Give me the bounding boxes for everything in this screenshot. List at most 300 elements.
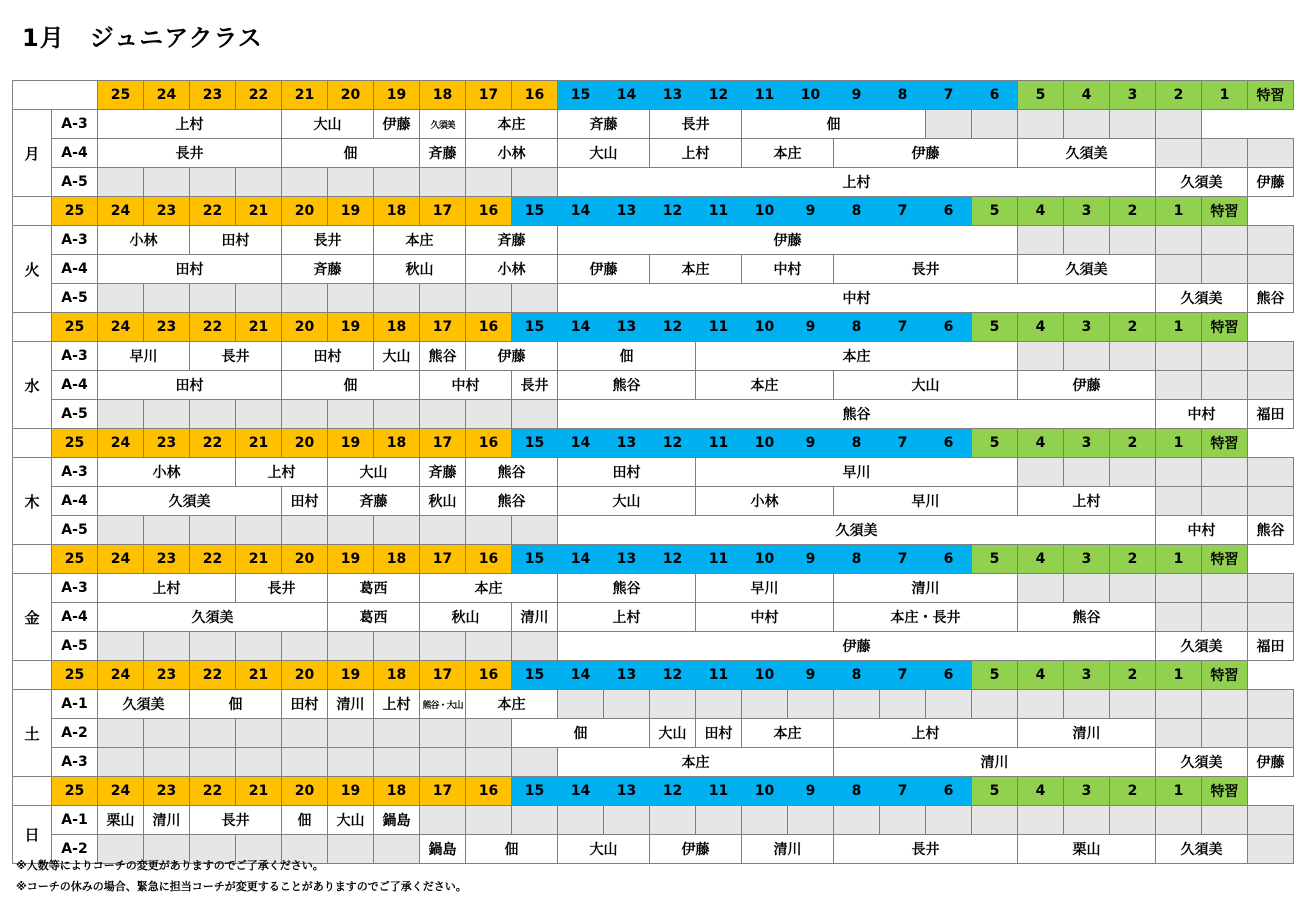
slot-number: 4 xyxy=(1018,545,1064,574)
coach-cell: 久須美 xyxy=(98,487,282,516)
slot-number: 9 xyxy=(788,777,834,806)
special-header: 特習 xyxy=(1202,429,1248,458)
coach-cell: 田村 xyxy=(282,690,328,719)
coach-cell: 伊藤 xyxy=(1248,168,1294,197)
note-1: ※人数等によりコーチの変更がありますのでご了承ください。 xyxy=(16,859,324,872)
coach-cell: 秋山 xyxy=(374,255,466,284)
slot-number: 9 xyxy=(788,661,834,690)
slot-number: 25 xyxy=(52,545,98,574)
slot-number: 25 xyxy=(52,313,98,342)
empty-slot xyxy=(98,719,144,748)
empty-slot xyxy=(1110,690,1156,719)
class-row xyxy=(13,342,1294,371)
day-label: 日 xyxy=(13,806,52,864)
empty-slot xyxy=(236,168,282,197)
coach-cell: 本庄 xyxy=(420,574,558,603)
empty-slot xyxy=(1248,139,1294,168)
slot-number: 20 xyxy=(282,777,328,806)
header-spacer xyxy=(13,313,52,342)
coach-cell: 清川 xyxy=(328,690,374,719)
empty-slot xyxy=(1018,574,1064,603)
header-spacer xyxy=(13,661,52,690)
slot-number: 14 xyxy=(558,545,604,574)
class-row xyxy=(13,458,1294,487)
coach-cell: 久須美 xyxy=(1156,168,1248,197)
coach-cell: 熊谷 xyxy=(420,342,466,371)
slot-number: 25 xyxy=(52,777,98,806)
empty-slot xyxy=(1156,487,1202,516)
slot-number: 23 xyxy=(144,545,190,574)
coach-cell: 久須美 xyxy=(1018,255,1156,284)
empty-slot xyxy=(1110,110,1156,139)
coach-cell: 伊藤 xyxy=(834,139,1018,168)
empty-slot xyxy=(190,516,236,545)
empty-slot xyxy=(374,748,420,777)
slot-number: 2 xyxy=(1110,429,1156,458)
coach-cell: 熊谷・大山 xyxy=(420,690,466,719)
slot-number: 15 xyxy=(512,545,558,574)
empty-slot xyxy=(144,284,190,313)
empty-slot xyxy=(282,748,328,777)
slot-number: 17 xyxy=(420,313,466,342)
slot-number: 12 xyxy=(650,197,696,226)
coach-cell: 佃 xyxy=(282,371,420,400)
coach-cell: 上村 xyxy=(236,458,328,487)
slot-number: 22 xyxy=(190,777,236,806)
slot-number: 20 xyxy=(328,81,374,110)
coach-cell: 中村 xyxy=(1156,516,1248,545)
slot-number: 22 xyxy=(190,197,236,226)
empty-slot xyxy=(926,806,972,835)
slot-number: 21 xyxy=(236,197,282,226)
empty-slot xyxy=(236,719,282,748)
coach-cell: 清川 xyxy=(742,835,834,864)
coach-cell: 田村 xyxy=(558,458,696,487)
slot-number: 17 xyxy=(420,197,466,226)
empty-slot xyxy=(1110,226,1156,255)
empty-slot xyxy=(328,400,374,429)
empty-slot xyxy=(236,516,282,545)
coach-cell: 大山 xyxy=(558,487,696,516)
coach-cell: 斉藤 xyxy=(558,110,650,139)
empty-slot xyxy=(190,632,236,661)
empty-slot xyxy=(1018,110,1064,139)
empty-slot xyxy=(1248,371,1294,400)
coach-cell: 大山 xyxy=(558,835,650,864)
empty-slot xyxy=(788,806,834,835)
coach-cell: 中村 xyxy=(420,371,512,400)
coach-cell: 田村 xyxy=(98,371,282,400)
slot-number: 3 xyxy=(1110,81,1156,110)
empty-slot xyxy=(742,690,788,719)
slot-number: 11 xyxy=(742,81,788,110)
slot-number: 14 xyxy=(558,313,604,342)
slot-number: 6 xyxy=(926,545,972,574)
empty-slot xyxy=(374,632,420,661)
empty-slot xyxy=(190,284,236,313)
slot-number: 19 xyxy=(328,545,374,574)
header-spacer xyxy=(13,777,52,806)
coach-cell: 大山 xyxy=(650,719,696,748)
empty-slot xyxy=(1156,342,1202,371)
coach-cell: 斉藤 xyxy=(282,255,374,284)
header-corner xyxy=(13,81,98,110)
slot-number: 12 xyxy=(650,429,696,458)
coach-cell: 佃 xyxy=(512,719,650,748)
empty-slot xyxy=(1156,255,1202,284)
coach-cell: 長井 xyxy=(512,371,558,400)
slot-number: 13 xyxy=(650,81,696,110)
slot-number: 18 xyxy=(374,545,420,574)
coach-cell: 久須美 xyxy=(558,516,1156,545)
slot-number: 13 xyxy=(604,661,650,690)
slot-number: 14 xyxy=(558,429,604,458)
coach-cell: 清川 xyxy=(512,603,558,632)
coach-cell: 熊谷 xyxy=(466,458,558,487)
slot-number: 11 xyxy=(696,777,742,806)
slot-number: 8 xyxy=(880,81,926,110)
coach-cell: 小林 xyxy=(466,255,558,284)
header-row xyxy=(13,545,1294,574)
class-row xyxy=(13,719,1294,748)
empty-slot xyxy=(1018,690,1064,719)
slot-number: 6 xyxy=(926,429,972,458)
slot-number: 17 xyxy=(420,777,466,806)
slot-number: 2 xyxy=(1156,81,1202,110)
slot-number: 10 xyxy=(742,429,788,458)
slot-number: 9 xyxy=(788,545,834,574)
empty-slot xyxy=(1248,487,1294,516)
empty-slot xyxy=(420,806,466,835)
slot-number: 16 xyxy=(466,313,512,342)
slot-number: 25 xyxy=(98,81,144,110)
slot-number: 24 xyxy=(144,81,190,110)
class-row xyxy=(13,516,1294,545)
class-row xyxy=(13,748,1294,777)
empty-slot xyxy=(374,835,420,864)
coach-cell: 清川 xyxy=(834,748,1156,777)
slot-number: 9 xyxy=(788,197,834,226)
slot-number: 2 xyxy=(1110,197,1156,226)
slot-number: 4 xyxy=(1018,661,1064,690)
empty-slot xyxy=(466,719,512,748)
coach-cell: 大山 xyxy=(328,458,420,487)
slot-number: 24 xyxy=(98,313,144,342)
coach-cell: 久須美 xyxy=(98,603,328,632)
empty-slot xyxy=(1156,574,1202,603)
empty-slot xyxy=(374,284,420,313)
slot-number: 2 xyxy=(1110,313,1156,342)
coach-cell: 田村 xyxy=(190,226,282,255)
empty-slot xyxy=(1248,574,1294,603)
slot-number: 15 xyxy=(512,777,558,806)
empty-slot xyxy=(1064,574,1110,603)
empty-slot xyxy=(236,632,282,661)
slot-number: 12 xyxy=(696,81,742,110)
empty-slot xyxy=(604,806,650,835)
slot-number: 16 xyxy=(512,81,558,110)
slot-number: 19 xyxy=(328,661,374,690)
slot-number: 14 xyxy=(558,197,604,226)
slot-number: 3 xyxy=(1064,313,1110,342)
slot-number: 12 xyxy=(650,777,696,806)
empty-slot xyxy=(420,516,466,545)
class-label: A-3 xyxy=(52,342,98,371)
slot-number: 19 xyxy=(328,777,374,806)
empty-slot xyxy=(1202,226,1248,255)
empty-slot xyxy=(190,168,236,197)
slot-number: 13 xyxy=(604,777,650,806)
empty-slot xyxy=(926,690,972,719)
class-label: A-5 xyxy=(52,400,98,429)
empty-slot xyxy=(512,168,558,197)
header-row xyxy=(13,661,1294,690)
day-label: 金 xyxy=(13,574,52,661)
slot-number: 22 xyxy=(190,429,236,458)
empty-slot xyxy=(650,690,696,719)
empty-slot xyxy=(1110,806,1156,835)
slot-number: 11 xyxy=(696,429,742,458)
empty-slot xyxy=(420,632,466,661)
class-row xyxy=(13,255,1294,284)
empty-slot xyxy=(282,168,328,197)
empty-slot xyxy=(328,284,374,313)
slot-number: 10 xyxy=(742,661,788,690)
slot-number: 24 xyxy=(98,777,144,806)
class-label: A-3 xyxy=(52,458,98,487)
slot-number: 10 xyxy=(788,81,834,110)
slot-number: 16 xyxy=(466,661,512,690)
empty-slot xyxy=(834,690,880,719)
slot-number: 16 xyxy=(466,545,512,574)
slot-number: 18 xyxy=(374,661,420,690)
class-row xyxy=(13,110,1294,139)
coach-cell: 伊藤 xyxy=(1248,748,1294,777)
empty-slot xyxy=(1064,458,1110,487)
coach-cell: 伊藤 xyxy=(466,342,558,371)
coach-cell: 田村 xyxy=(696,719,742,748)
slot-number: 15 xyxy=(512,313,558,342)
coach-cell: 長井 xyxy=(834,835,1018,864)
slot-number: 17 xyxy=(420,661,466,690)
coach-cell: 長井 xyxy=(190,342,282,371)
slot-number: 10 xyxy=(742,545,788,574)
slot-number: 5 xyxy=(972,777,1018,806)
class-row xyxy=(13,168,1294,197)
empty-slot xyxy=(696,806,742,835)
slot-number: 11 xyxy=(696,313,742,342)
slot-number: 6 xyxy=(926,197,972,226)
slot-number: 3 xyxy=(1064,545,1110,574)
empty-slot xyxy=(144,719,190,748)
coach-cell: 鍋島 xyxy=(420,835,466,864)
slot-number: 5 xyxy=(972,313,1018,342)
coach-cell: 大山 xyxy=(282,110,374,139)
empty-slot xyxy=(558,690,604,719)
empty-slot xyxy=(282,719,328,748)
coach-cell: 小林 xyxy=(466,139,558,168)
class-label: A-3 xyxy=(52,110,98,139)
coach-cell: 伊藤 xyxy=(558,632,1156,661)
slot-number: 13 xyxy=(604,545,650,574)
slot-number: 1 xyxy=(1156,429,1202,458)
coach-cell: 熊谷 xyxy=(558,371,696,400)
slot-number: 8 xyxy=(834,313,880,342)
empty-slot xyxy=(696,690,742,719)
slot-number: 20 xyxy=(282,429,328,458)
slot-number: 5 xyxy=(972,545,1018,574)
slot-number: 5 xyxy=(972,661,1018,690)
slot-number: 24 xyxy=(98,661,144,690)
coach-cell: 斉藤 xyxy=(420,139,466,168)
empty-slot xyxy=(1064,806,1110,835)
slot-number: 16 xyxy=(466,429,512,458)
slot-number: 6 xyxy=(972,81,1018,110)
header-row xyxy=(13,197,1294,226)
slot-number: 3 xyxy=(1064,661,1110,690)
slot-number: 13 xyxy=(604,429,650,458)
empty-slot xyxy=(1018,458,1064,487)
slot-number: 21 xyxy=(236,545,282,574)
empty-slot xyxy=(98,748,144,777)
slot-number: 24 xyxy=(98,429,144,458)
coach-cell: 斉藤 xyxy=(466,226,558,255)
empty-slot xyxy=(420,400,466,429)
coach-cell: 上村 xyxy=(1018,487,1156,516)
slot-number: 1 xyxy=(1156,777,1202,806)
coach-cell: 本庄 xyxy=(466,110,558,139)
empty-slot xyxy=(282,400,328,429)
empty-slot xyxy=(190,748,236,777)
slot-number: 3 xyxy=(1064,777,1110,806)
special-header: 特習 xyxy=(1202,313,1248,342)
slot-number: 23 xyxy=(144,661,190,690)
coach-cell: 久須美 xyxy=(98,690,190,719)
empty-slot xyxy=(1248,719,1294,748)
empty-slot xyxy=(1110,342,1156,371)
slot-number: 23 xyxy=(190,81,236,110)
header-row xyxy=(13,313,1294,342)
empty-slot xyxy=(328,168,374,197)
slot-number: 4 xyxy=(1064,81,1110,110)
slot-number: 8 xyxy=(834,777,880,806)
class-label: A-4 xyxy=(52,255,98,284)
empty-slot xyxy=(1064,110,1110,139)
coach-cell: 佃 xyxy=(742,110,926,139)
empty-slot xyxy=(1156,139,1202,168)
slot-number: 8 xyxy=(834,197,880,226)
coach-cell: 小林 xyxy=(696,487,834,516)
header-spacer xyxy=(13,429,52,458)
empty-slot xyxy=(466,516,512,545)
empty-slot xyxy=(1156,371,1202,400)
empty-slot xyxy=(558,806,604,835)
slot-number: 25 xyxy=(52,429,98,458)
empty-slot xyxy=(236,284,282,313)
empty-slot xyxy=(282,284,328,313)
coach-cell: 佃 xyxy=(282,139,420,168)
coach-cell: 本庄 xyxy=(696,371,834,400)
empty-slot xyxy=(1248,835,1294,864)
slot-number: 23 xyxy=(144,777,190,806)
coach-cell: 清川 xyxy=(1018,719,1156,748)
class-row xyxy=(13,690,1294,719)
coach-cell: 久須美 xyxy=(1156,835,1248,864)
slot-number: 2 xyxy=(1110,545,1156,574)
slot-number: 5 xyxy=(1018,81,1064,110)
slot-number: 20 xyxy=(282,661,328,690)
coach-cell: 小林 xyxy=(98,458,236,487)
class-label: A-5 xyxy=(52,632,98,661)
empty-slot xyxy=(1202,342,1248,371)
coach-cell: 熊谷 xyxy=(1248,516,1294,545)
slot-number: 15 xyxy=(558,81,604,110)
coach-cell: 斉藤 xyxy=(420,458,466,487)
coach-cell: 熊谷 xyxy=(558,574,696,603)
coach-cell: 長井 xyxy=(98,139,282,168)
slot-number: 13 xyxy=(604,197,650,226)
slot-number: 7 xyxy=(880,777,926,806)
slot-number: 21 xyxy=(236,313,282,342)
empty-slot xyxy=(834,806,880,835)
empty-slot xyxy=(972,110,1018,139)
coach-cell: 秋山 xyxy=(420,487,466,516)
slot-number: 13 xyxy=(604,313,650,342)
empty-slot xyxy=(144,168,190,197)
slot-number: 4 xyxy=(1018,313,1064,342)
class-row xyxy=(13,284,1294,313)
slot-number: 16 xyxy=(466,197,512,226)
special-header: 特習 xyxy=(1202,661,1248,690)
slot-number: 19 xyxy=(328,429,374,458)
empty-slot xyxy=(1156,603,1202,632)
empty-slot xyxy=(328,516,374,545)
empty-slot xyxy=(512,284,558,313)
empty-slot xyxy=(420,719,466,748)
class-row xyxy=(13,371,1294,400)
empty-slot xyxy=(1064,342,1110,371)
empty-slot xyxy=(98,632,144,661)
class-label: A-4 xyxy=(52,487,98,516)
empty-slot xyxy=(1248,226,1294,255)
day-label: 月 xyxy=(13,110,52,197)
slot-number: 24 xyxy=(98,197,144,226)
day-label: 火 xyxy=(13,226,52,313)
empty-slot xyxy=(972,806,1018,835)
header-row xyxy=(13,777,1294,806)
slot-number: 22 xyxy=(190,545,236,574)
coach-cell: 大山 xyxy=(328,806,374,835)
special-header: 特習 xyxy=(1202,545,1248,574)
coach-cell: 葛西 xyxy=(328,574,420,603)
empty-slot xyxy=(1202,458,1248,487)
coach-cell: 早川 xyxy=(696,458,1018,487)
coach-cell: 本庄 xyxy=(742,719,834,748)
slot-number: 15 xyxy=(512,197,558,226)
empty-slot xyxy=(466,806,512,835)
coach-cell: 大山 xyxy=(834,371,1018,400)
empty-slot xyxy=(512,748,558,777)
slot-number: 9 xyxy=(834,81,880,110)
empty-slot xyxy=(1202,371,1248,400)
class-row xyxy=(13,226,1294,255)
class-label: A-3 xyxy=(52,226,98,255)
coach-cell: 田村 xyxy=(282,342,374,371)
slot-number: 18 xyxy=(374,777,420,806)
coach-cell: 伊藤 xyxy=(558,255,650,284)
slot-number: 5 xyxy=(972,197,1018,226)
page-title: 1月 ジュニアクラス xyxy=(22,24,263,52)
